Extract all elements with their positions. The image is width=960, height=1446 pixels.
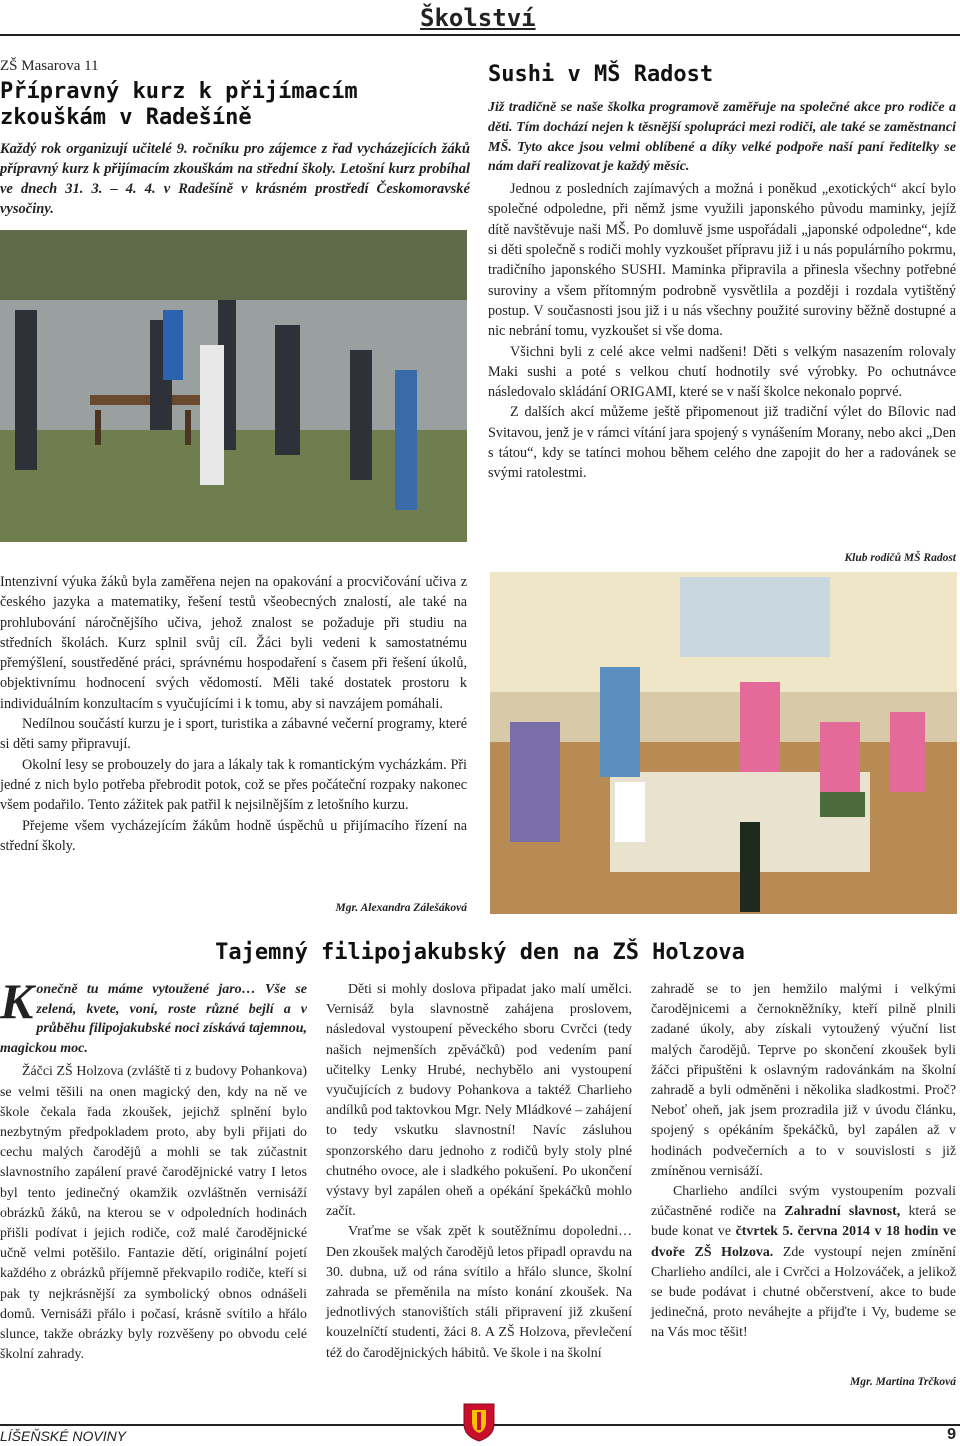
author-signature: Klub rodičů MŠ Radost — [844, 552, 956, 564]
paragraph: zahradě se to jen hemžilo malými i velkými čarodějnicemi a černokněžníky, kteří pilně plnili zadané úkoly, aby získali vytoužený výuční list malých čarodějů. Teprve po skončení zkoušek byli žáčci připuštěni k oslavným radovánkám na školní zahradě a byli odměněni i několika sladkostmi. Proč? Neboť oheň, jak jsem prozradila již v úvodu článku, spojený s opékáním špekáčků, byl zapálen až v hodinách podvečerních a to v souvislosti s již zmíněnou vernisáží. — [651, 982, 956, 1179]
article-title: Přípravný kurz k přijímacím zkouškám v Radešíně — [0, 79, 358, 130]
article-sushi — [488, 62, 956, 484]
photo-illustration — [0, 230, 467, 542]
header-rule — [0, 34, 960, 36]
sushi-workshop-photo — [490, 572, 957, 914]
page-number: 9 — [947, 1426, 956, 1443]
event-name: Zahradní slavnost, — [784, 1204, 901, 1220]
paragraph: Jednou z posledních zajímavých a možná i poněkud „exotických“ akcí bylo společné odpoledne, při němž jsme využili japonského původu maminky, jejíž dítě navštěvuje naši MŠ. Po domluvě jsme uspořádali „japonské odpoledne“, kde si děti společně s rodiči mohly vyzkoušet přípravu již i u nás populárního pokrmu, tradičního japonského SUSHI. Maminka připravila a přinesla všechny potřebné suroviny a všem přítomným podrobně vysvětlila a později i rozdala vytištěný postup. V současnosti jsou již i u nás všechny použité suroviny běžně dostupné a nic nebrání tomu, vyzkoušet si vše doma. — [488, 181, 956, 340]
column-text — [0, 1062, 307, 1365]
event-date: čtvrtek 5. června 2014 v 18 hodin ve dvoře ZŠ Holzova. — [651, 1224, 957, 1260]
drop-cap: K — [0, 973, 34, 1029]
paragraph: Všichni byli z celé akce velmi nadšeni! Děti s velkým nasazením rolovaly Maki sushi a poté s velkou chutí hodnotily své výrobky. Po ochutnávce následovalo skládání ORIGAMI, které se v naší školce nekonalo poprvé. — [488, 343, 956, 401]
lead-text: onečně tu máme vytoužené jaro… Vše se zelená, kvete, voní, roste různé bejlí a v průběhu filipojakubské noci získává tajemnou, magickou moc. — [0, 982, 307, 1056]
article-holzova-col3 — [651, 980, 956, 1344]
article-lead: Již tradičně se naše školka programově zaměřuje na společné akce pro rodiče a děti. Tím dochází nejen k těsnější spolupráci mezi rodiči, ale také se zaměstnanci MŠ. Tyto akce jsou velmi oblíbené a díky velké podpoře naší paní ředitelky se nám daří realizovat je každý měsíc. — [488, 100, 956, 175]
photo-illustration — [490, 572, 957, 914]
article-kicker: ZŠ Masarova 11 — [0, 58, 99, 74]
section-title: Školství — [420, 4, 536, 32]
paragraph: Intenzivní výuka žáků byla zaměřena nejen na opakování a procvičování učiva z českého jazyka a matematiky, řešení testů všeobecných znalostí, ale také na prohlubování náročnějšího učiva, jehož znalost se požaduje při studiu na středních školách. Kurz splnil svůj cíl. Žáci byli vedeni k samostatnému přemýšlení, soustředěné práci, správnému hospodaření s časem při řešení úkolů, objektivnímu hodnocení svých vědomostí. Měli také dostatek prostoru k individuálním konzultacím s vyučujícími i k tomu, aby si navzájem pomáhali. — [0, 574, 467, 712]
publication-name: LÍŠEŇSKÉ NOVINY — [0, 1428, 127, 1444]
section-header — [0, 0, 960, 38]
paragraph: Vraťme se však zpět k soutěžnímu dopoledni… Den zkoušek malých čarodějů letos připadl opravdu na 30. dubna, už od rána svítilo a hřálo slunce, školní zahrada se přeměnila na místo konání zkoušek. Na jednotlivých stanovištích stáli připravení již zkušení kouzelníčtí studenti, žáci 8. A ZŠ Holzova, převlečení též do čarodějnických hábitů. Ve škole i na školní — [326, 1224, 632, 1361]
article-kurz-body — [0, 572, 467, 856]
article-holzova-col1 — [0, 973, 307, 1365]
text-run: Charlieho andílci svým vystoupením pozvali zúčastněné rodiče na — [651, 1184, 956, 1220]
text-run: Zde vystoupí nejen zmínění Charlieho andílci, ale i Cvrčci a Holzováček, a jelikož se bude podávat i chutné občerstvení, akce to bude jedinečná, proto neváhejte a přijďte i Vy, budeme se na Vás moc těšit! — [651, 1244, 957, 1341]
author-signature: Mgr. Alexandra Zálešáková — [335, 902, 467, 914]
paragraph: Děti si mohly doslova připadat jako malí umělci. Vernisáž byla slavnostně zahájena proslovem, následoval vystoupení pěveckého sboru Cvrčci (tedy našich nejmenších zpěváčků) pod vedením paní učitelky Lenky Hrubé, nechybělo ani vystoupení vyučujících z budovy Pohankova a taktéž Charlieho andílků pod taktovkou Mgr. Nely Mládkové – zahájení to tedy vskutku slavnostní! Navíc zásluhou sponzorského daru jednoho z rodičů byly stoly plné chutného ovoce, ale i sladkého pokušení. Po ukončení výstavy byl zapálen oheň a opékání špekáčků mohlo začít. — [326, 982, 632, 1220]
article-lead — [0, 973, 307, 1058]
article-kurz — [0, 58, 470, 219]
crest-icon — [462, 1402, 496, 1442]
crest-logo — [462, 1402, 496, 1442]
paragraph: Nedílnou součástí kurzu je i sport, turistika a zábavné večerní programy, které si děti samy připravují. — [0, 716, 467, 753]
article-lead: Každý rok organizují učitelé 9. ročníku pro zájemce z řad vycházejících žáků přípravný kurz k přijímacím zkouškám na střední školy. Letošní kurz probíhal ve dnech 31. 3. – 4. 4. v Radešíně v krásném prostředí Českomoravské vysočiny. — [0, 141, 470, 217]
text-run: která se bude konat ve — [651, 1204, 956, 1240]
article-holzova-col2 — [326, 980, 632, 1364]
paragraph: Žáčci ZŠ Holzova (zvláště ti z budovy Pohankova) se velmi těšili na onen magický den, kdy na ně ve škole čekala řada zkoušek, jejichž splnění bylo nezbytným předpokladem proto, aby byli přijati do cechu malých čarodějů a mohli se tak zúčastnit slavnostního zapálení pravé čarodějnické vatry I letos byl tento jedinečný okamžik ozvláštněn vernisáží obrázků žáků, na kterou se v odpoledních hodinách přišli podívat i jejich rodiče, což malé čarodějnické učně velmi potěšilo. Fantazie dětí, originální pojetí každého z obrázků příjemně překvapilo rodiče, kteří si pak ty nejkrásnější za symbolický obnos odnášeli domů. Vernisáži přálo i počasí, krásně svítilo a hřálo slunce, takže obrázky byly rozvěšeny po obvodu celé školní zahrady. — [0, 1064, 307, 1363]
paragraph: Okolní lesy se probouzely do jara a lákaly tak k romantickým vycházkám. Při jedné z nich bylo potřeba přebrodit potok, což se přes počáteční rozpaky nakonec všem podařilo. Tento zážitek pak patřil k nejsilnějším z letošního kurzu. — [0, 756, 467, 814]
paragraph: Z dalších akcí můžeme ještě připomenout již tradiční výlet do Bílovic nad Svitavou, jenž je v rámci vítání jara spojený s vynášením Morany, nebo akci „Den s tátou“, kdy se tatínci mohou během celého dne zapojit do her a radovánek se svými ratolestmi. — [488, 404, 956, 482]
article-title: Tajemný filipojakubský den na ZŠ Holzova — [215, 940, 745, 965]
paragraph — [651, 1182, 956, 1344]
students-lake-photo — [0, 230, 467, 542]
article-title: Sushi v MŠ Radost — [488, 62, 714, 87]
paragraph: Přejeme všem vycházejícím žákům hodně úspěchů u přijímacího řízení na střední školy. — [0, 817, 467, 854]
author-signature: Mgr. Martina Trčková — [850, 1376, 956, 1388]
article-sushi-body — [488, 179, 956, 483]
